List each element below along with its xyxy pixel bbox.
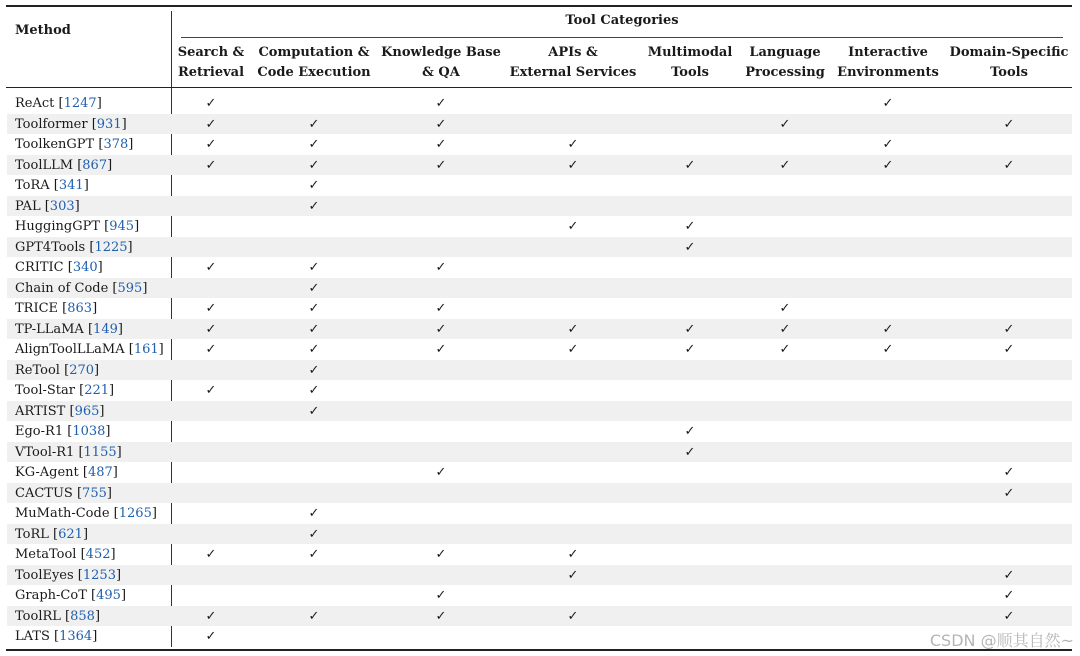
bracket: ] <box>99 403 105 419</box>
table-row <box>7 585 1072 606</box>
column-header <box>837 43 939 83</box>
bracket: ] <box>158 342 164 357</box>
column-header-line: Interactive <box>848 45 928 60</box>
bracket: ] <box>92 629 98 644</box>
citation-link[interactable]: 149 <box>93 321 118 337</box>
check-icon: ✓ <box>567 219 579 234</box>
citation-link[interactable]: 221 <box>84 383 110 398</box>
check-icon: ✓ <box>567 157 579 173</box>
table-row <box>7 544 1072 565</box>
check-icon: ✓ <box>308 547 320 562</box>
citation-link[interactable]: 1265 <box>118 506 152 521</box>
citation-link[interactable]: 755 <box>82 485 107 501</box>
citation-link[interactable]: 1038 <box>72 424 106 439</box>
method-cell <box>15 505 157 522</box>
column-header-line: & QA <box>422 65 460 80</box>
method-name: ToRL <box>15 526 49 542</box>
check-icon: ✓ <box>308 280 320 296</box>
column-header-line: Tools <box>990 65 1028 80</box>
bracket: [ <box>94 137 104 152</box>
table-row <box>7 196 1072 217</box>
column-header <box>510 43 637 83</box>
bracket: [ <box>109 506 119 521</box>
bracket: ] <box>128 137 134 152</box>
bracket: ] <box>92 301 98 316</box>
bracket: ] <box>120 588 127 603</box>
table-row <box>7 319 1072 340</box>
table-row <box>7 380 1072 401</box>
table-row <box>7 462 1072 483</box>
table-row <box>7 257 1072 278</box>
check-icon: ✓ <box>435 342 447 357</box>
bracket: [ <box>73 567 83 583</box>
check-icon: ✓ <box>205 157 217 173</box>
bracket: [ <box>74 444 84 460</box>
table-row <box>7 626 1072 647</box>
check-icon: ✓ <box>308 506 320 521</box>
column-header-line: Computation & <box>258 45 370 60</box>
check-icon: ✓ <box>435 608 447 624</box>
check-icon: ✓ <box>882 96 894 111</box>
check-icon: ✓ <box>435 321 447 337</box>
method-name: ReAct <box>15 96 55 111</box>
method-cell <box>15 321 123 338</box>
bracket: [ <box>63 424 73 439</box>
check-icon: ✓ <box>435 157 447 173</box>
bracket: [ <box>63 260 73 275</box>
column-header-line: Environments <box>837 65 939 80</box>
check-icon: ✓ <box>308 342 320 357</box>
method-cell <box>15 218 139 235</box>
table-row <box>7 524 1072 545</box>
check-icon: ✓ <box>435 547 447 562</box>
check-icon: ✓ <box>435 116 447 132</box>
check-icon: ✓ <box>435 96 447 111</box>
bracket: ] <box>94 608 101 624</box>
bracket: ] <box>109 383 115 398</box>
column-header-line: Multimodal <box>647 45 733 60</box>
method-cell <box>15 136 133 153</box>
check-icon: ✓ <box>567 567 579 583</box>
bracket: [ <box>58 301 68 316</box>
method-name: ToolEyes <box>15 567 74 583</box>
bracket: [ <box>59 362 70 378</box>
watermark: CSDN @顺其自然~ <box>929 631 1074 650</box>
bracket: ] <box>107 157 113 173</box>
table-row <box>7 606 1072 627</box>
check-icon: ✓ <box>567 137 579 152</box>
bracket: ] <box>105 424 111 439</box>
column-header-line: APIs & <box>548 45 598 60</box>
check-icon: ✓ <box>308 362 320 378</box>
column-header-line: Retrieval <box>177 65 245 80</box>
table-row <box>7 134 1072 155</box>
check-icon: ✓ <box>1003 465 1015 480</box>
tool-categories-header: Tool Categories <box>565 13 679 28</box>
citation-link[interactable]: 495 <box>96 588 121 603</box>
check-icon: ✓ <box>308 137 320 152</box>
method-name: ReTool <box>15 362 60 378</box>
column-header <box>648 43 733 83</box>
citation-link[interactable]: 621 <box>58 526 83 542</box>
bracket: [ <box>85 239 95 255</box>
citation-link[interactable]: 161 <box>133 342 159 357</box>
method-cell <box>15 157 112 174</box>
citation-link[interactable]: 1155 <box>83 444 117 460</box>
table-row <box>7 278 1072 299</box>
table-row <box>7 401 1072 422</box>
check-icon: ✓ <box>1003 342 1015 357</box>
method-name: Ego-R1 <box>15 424 64 439</box>
table-row <box>7 114 1072 135</box>
method-name: ARTIST <box>15 403 66 419</box>
table-row <box>7 339 1072 360</box>
method-cell <box>15 608 100 625</box>
check-icon: ✓ <box>308 321 320 337</box>
method-cell <box>15 464 118 481</box>
check-icon: ✓ <box>684 444 696 460</box>
bracket: [ <box>86 588 97 603</box>
citation-link[interactable]: 1247 <box>63 96 97 111</box>
bracket: [ <box>87 116 97 132</box>
check-icon: ✓ <box>779 342 791 357</box>
method-name: MetaTool <box>15 547 77 562</box>
method-cell <box>15 423 110 440</box>
citation-link[interactable]: 945 <box>109 219 135 234</box>
method-name: Graph-CoT <box>15 588 87 603</box>
method-cell <box>15 177 89 194</box>
check-icon: ✓ <box>684 321 696 337</box>
method-name: MuMath-Code <box>15 506 110 521</box>
bracket: ] <box>97 260 103 275</box>
method-name: ToolkenGPT <box>15 137 95 152</box>
bottom-rule <box>6 649 1072 651</box>
check-icon: ✓ <box>205 321 217 337</box>
column-header-line: Language <box>749 45 821 60</box>
table-row <box>7 421 1072 442</box>
check-icon: ✓ <box>308 178 320 193</box>
categories-rule <box>181 37 1063 38</box>
bracket: [ <box>40 198 50 214</box>
check-icon: ✓ <box>1003 157 1015 173</box>
top-rule <box>6 5 1072 7</box>
check-icon: ✓ <box>684 157 696 173</box>
check-icon: ✓ <box>435 260 447 275</box>
check-icon: ✓ <box>567 321 579 337</box>
bracket: ] <box>121 116 127 132</box>
method-cell <box>15 341 164 358</box>
check-icon: ✓ <box>567 547 579 562</box>
citation-link[interactable]: 931 <box>96 116 122 132</box>
bracket: [ <box>108 280 118 296</box>
method-name: PAL <box>15 198 41 214</box>
check-icon: ✓ <box>1003 485 1015 501</box>
check-icon: ✓ <box>684 342 696 357</box>
citation-link[interactable]: 867 <box>82 157 108 173</box>
column-header-line: External Services <box>509 65 637 80</box>
check-icon: ✓ <box>684 424 696 439</box>
check-icon: ✓ <box>567 608 579 624</box>
bracket: ] <box>142 280 148 296</box>
citation-link[interactable]: 1253 <box>82 567 116 583</box>
check-icon: ✓ <box>684 239 696 255</box>
bracket: [ <box>76 547 86 562</box>
citation-link[interactable]: 595 <box>117 280 143 296</box>
citation-link[interactable]: 378 <box>103 137 129 152</box>
method-name: GPT4Tools <box>15 239 86 255</box>
column-header <box>381 43 501 83</box>
citation-link[interactable]: 340 <box>72 260 98 275</box>
bracket: ] <box>106 485 112 501</box>
citation-link[interactable]: 965 <box>74 403 100 419</box>
method-cell <box>15 95 102 112</box>
method-name: ToRA <box>15 178 50 193</box>
check-icon: ✓ <box>308 116 320 132</box>
bracket: [ <box>48 526 59 542</box>
check-icon: ✓ <box>205 137 217 152</box>
check-icon: ✓ <box>882 157 894 173</box>
citation-link[interactable]: 303 <box>49 198 75 214</box>
check-icon: ✓ <box>308 383 320 398</box>
header-rule <box>6 87 1072 88</box>
check-icon: ✓ <box>308 198 320 214</box>
bracket: [ <box>78 465 88 480</box>
check-icon: ✓ <box>205 301 217 316</box>
bracket: ] <box>112 465 118 480</box>
method-name: Tool-Star <box>15 383 75 398</box>
check-icon: ✓ <box>882 342 894 357</box>
method-name: TRICE <box>15 301 59 316</box>
method-cell <box>15 300 97 317</box>
check-icon: ✓ <box>205 96 217 111</box>
table-row <box>7 175 1072 196</box>
method-cell <box>15 403 104 420</box>
bracket: [ <box>54 96 64 111</box>
method-cell <box>15 116 127 133</box>
citation-link[interactable]: 1364 <box>59 629 93 644</box>
citation-link[interactable]: 341 <box>58 178 84 193</box>
check-icon: ✓ <box>308 608 320 624</box>
check-icon: ✓ <box>308 526 320 542</box>
method-cell <box>15 485 112 502</box>
citation-link[interactable]: 1225 <box>94 239 128 255</box>
bracket: [ <box>49 178 59 193</box>
table-row <box>7 155 1072 176</box>
method-name: HuggingGPT <box>15 219 101 234</box>
check-icon: ✓ <box>205 260 217 275</box>
bracket: ] <box>83 178 89 193</box>
bracket: ] <box>117 321 123 337</box>
check-icon: ✓ <box>684 219 696 234</box>
check-icon: ✓ <box>779 301 791 316</box>
check-icon: ✓ <box>308 157 320 173</box>
method-name: TP-LLaMA <box>15 321 84 337</box>
method-cell <box>15 444 122 461</box>
check-icon: ✓ <box>1003 608 1015 624</box>
method-name: CRITIC <box>15 260 64 275</box>
method-name: Chain of Code <box>15 280 109 296</box>
table-row <box>7 442 1072 463</box>
column-header <box>950 43 1069 83</box>
check-icon: ✓ <box>205 342 217 357</box>
check-icon: ✓ <box>1003 321 1015 337</box>
table-row <box>7 216 1072 237</box>
bracket: ] <box>94 362 100 378</box>
bracket: ] <box>96 96 102 111</box>
method-name: AlignToolLLaMA <box>15 342 125 357</box>
check-icon: ✓ <box>567 342 579 357</box>
column-header <box>257 43 370 83</box>
check-icon: ✓ <box>308 260 320 275</box>
check-icon: ✓ <box>308 301 320 316</box>
method-name: VTool-R1 <box>15 444 75 460</box>
check-icon: ✓ <box>205 608 217 624</box>
bracket: [ <box>74 383 85 398</box>
bracket: [ <box>83 321 94 337</box>
table-row <box>7 503 1072 524</box>
method-cell <box>15 567 121 584</box>
check-icon: ✓ <box>435 301 447 316</box>
bracket: [ <box>73 157 83 173</box>
method-name: CACTUS <box>15 485 73 501</box>
method-cell <box>15 546 116 563</box>
check-icon: ✓ <box>205 629 217 644</box>
column-header-line: Code Execution <box>257 65 371 80</box>
check-icon: ✓ <box>779 157 791 173</box>
bracket: ] <box>151 506 157 521</box>
check-icon: ✓ <box>1003 116 1015 132</box>
method-cell <box>15 587 126 604</box>
bracket: [ <box>100 219 110 234</box>
bracket: ] <box>115 567 122 583</box>
check-icon: ✓ <box>205 547 217 562</box>
table-row <box>7 298 1072 319</box>
check-icon: ✓ <box>1003 588 1015 603</box>
check-icon: ✓ <box>779 116 791 132</box>
check-icon: ✓ <box>435 465 447 480</box>
check-icon: ✓ <box>779 321 791 337</box>
method-cell <box>15 362 99 379</box>
check-icon: ✓ <box>308 403 320 419</box>
method-cell <box>15 259 103 276</box>
column-header-line: Search & <box>177 45 245 60</box>
table-row <box>7 237 1072 258</box>
citation-link[interactable]: 863 <box>67 301 93 316</box>
column-header <box>745 43 825 83</box>
method-cell <box>15 628 97 645</box>
method-name: ToolRL <box>15 608 61 624</box>
check-icon: ✓ <box>882 137 894 152</box>
bracket: ] <box>116 444 122 460</box>
check-icon: ✓ <box>435 588 447 603</box>
check-icon: ✓ <box>435 137 447 152</box>
method-cell <box>15 198 80 215</box>
bracket: ] <box>82 526 89 542</box>
method-cell <box>15 526 88 543</box>
method-name: KG-Agent <box>15 465 79 480</box>
method-name: LATS <box>15 629 50 644</box>
citation-link[interactable]: 858 <box>70 608 95 624</box>
bracket: [ <box>65 403 75 419</box>
column-header-line: Tools <box>671 65 709 80</box>
bracket: [ <box>124 342 134 357</box>
check-icon: ✓ <box>1003 567 1015 583</box>
bracket: ] <box>127 239 133 255</box>
bracket: [ <box>72 485 83 501</box>
method-header: Method <box>15 23 71 38</box>
check-icon: ✓ <box>205 116 217 132</box>
table-row <box>7 483 1072 504</box>
check-icon: ✓ <box>882 321 894 337</box>
check-icon: ✓ <box>205 383 217 398</box>
bracket: [ <box>60 608 71 624</box>
table-row <box>7 565 1072 586</box>
column-header-line: Processing <box>745 65 825 80</box>
column-header <box>178 43 245 83</box>
method-cell <box>15 382 114 399</box>
bracket: ] <box>134 219 140 234</box>
column-header-line: Knowledge Base <box>381 45 501 60</box>
citation-link[interactable]: 270 <box>69 362 95 378</box>
table-row <box>7 93 1072 114</box>
citation-link[interactable]: 487 <box>87 465 113 480</box>
bracket: ] <box>110 547 116 562</box>
bracket: [ <box>49 629 60 644</box>
method-name: Toolformer <box>15 116 88 132</box>
table-row <box>7 360 1072 381</box>
citation-link[interactable]: 452 <box>85 547 111 562</box>
column-header-line: Domain-Specific <box>949 45 1069 60</box>
method-cell <box>15 239 133 256</box>
method-cell <box>15 280 147 297</box>
method-name: ToolLLM <box>15 157 74 173</box>
bracket: ] <box>74 198 80 214</box>
